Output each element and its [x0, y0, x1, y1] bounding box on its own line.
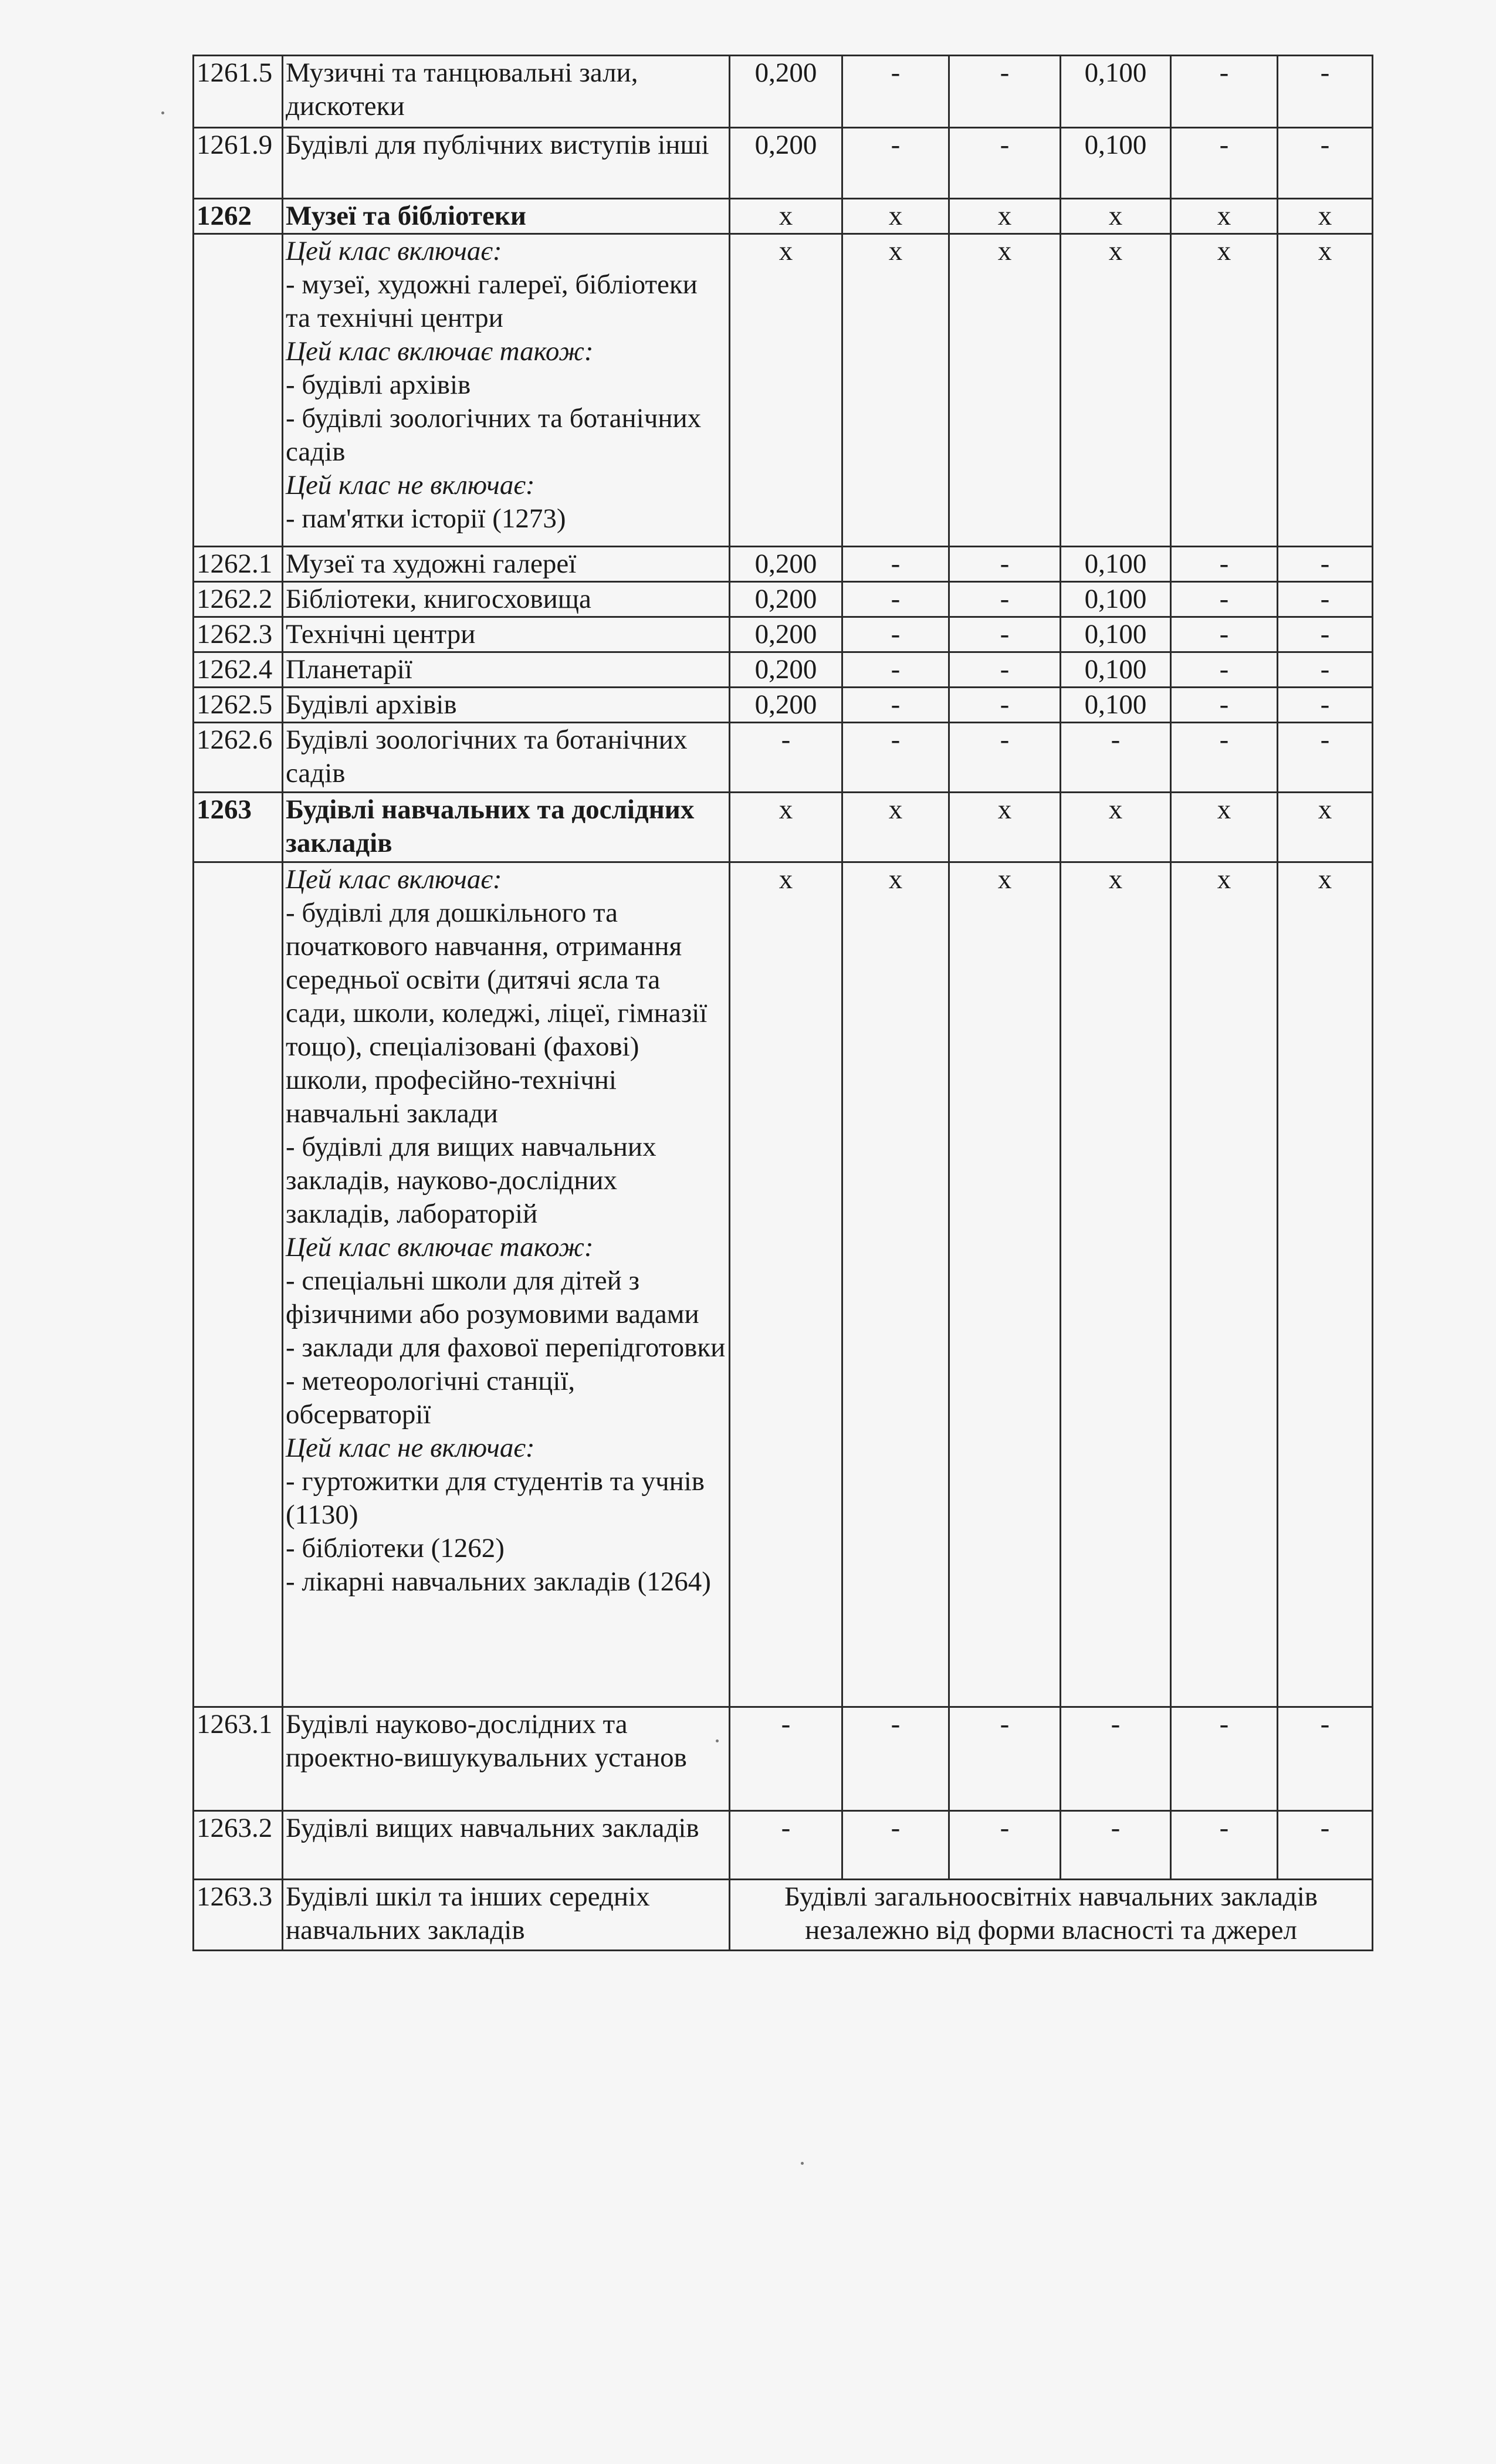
- value-cell: х: [730, 793, 842, 862]
- value-cell: х: [1171, 234, 1278, 547]
- value-cell: х: [730, 199, 842, 234]
- description-line: Цей клас включає також:: [286, 1232, 594, 1263]
- description-line: - лікарні навчальних закладів (1264): [286, 1566, 711, 1597]
- value-cell: -: [1278, 723, 1373, 793]
- description-line: - заклади для фахової перепідготовки: [286, 1332, 726, 1363]
- table-row: [194, 582, 1373, 617]
- row-code: 1262.6: [194, 723, 283, 793]
- value-cell: -: [842, 1811, 949, 1880]
- row-code: 1262.1: [194, 547, 283, 582]
- value-cell: 0,200: [730, 688, 842, 723]
- value-cell: -: [1171, 128, 1278, 199]
- value-cell: -: [1171, 688, 1278, 723]
- value-cell: -: [842, 688, 949, 723]
- scan-speck: [801, 2162, 804, 2165]
- description-line: Цей клас не включає:: [286, 1433, 535, 1463]
- value-cell: х: [949, 199, 1061, 234]
- description-line: - метеорологічні станції, обсерваторії: [286, 1366, 576, 1430]
- value-cell: -: [1171, 1707, 1278, 1811]
- value-cell: -: [842, 582, 949, 617]
- value-cell: х: [1171, 862, 1278, 1707]
- row-code-empty: [194, 862, 283, 1707]
- value-cell: -: [1278, 547, 1373, 582]
- description-line: - спеціальні школи для дітей з фізичними або розумовими вадами: [286, 1265, 699, 1329]
- classification-table: [192, 55, 1373, 1951]
- description-line: - гуртожитки для студентів та учнів (1130): [286, 1466, 705, 1530]
- table-row-class-header: [194, 793, 1373, 862]
- table-row: [194, 56, 1373, 128]
- value-cell: 0,100: [1061, 56, 1171, 128]
- value-cell: 0,200: [730, 617, 842, 652]
- value-cell: -: [949, 1707, 1061, 1811]
- value-cell: х: [842, 234, 949, 547]
- row-code: 1262: [194, 199, 283, 234]
- table-row: [194, 1811, 1373, 1880]
- value-cell: -: [949, 56, 1061, 128]
- row-name: Будівлі для публічних виступів інші: [283, 128, 730, 199]
- row-code: 1261.9: [194, 128, 283, 199]
- value-cell: -: [1171, 723, 1278, 793]
- row-name: Будівлі науково-дослідних та проектно-вишукувальних установ: [283, 1707, 730, 1811]
- value-cell: х: [1061, 793, 1171, 862]
- row-code: 1261.5: [194, 56, 283, 128]
- row-name: Бібліотеки, книгосховища: [283, 582, 730, 617]
- value-cell: -: [1061, 1811, 1171, 1880]
- description-line: - будівлі архівів: [286, 370, 471, 400]
- row-code: 1262.4: [194, 652, 283, 688]
- value-cell: х: [1278, 862, 1373, 1707]
- scan-speck: [161, 111, 164, 114]
- merged-note-cell: Будівлі загальноосвітніх навчальних закладів незалежно від форми власності та джерел: [730, 1880, 1373, 1951]
- value-cell: х: [842, 199, 949, 234]
- value-cell: х: [842, 793, 949, 862]
- description-line: Цей клас включає:: [286, 864, 502, 895]
- value-cell: 0,200: [730, 652, 842, 688]
- value-cell: -: [730, 723, 842, 793]
- row-code: 1263.3: [194, 1880, 283, 1951]
- value-cell: 0,100: [1061, 652, 1171, 688]
- description-line: - музеї, художні галереї, бібліотеки та технічні центри: [286, 269, 698, 333]
- value-cell: -: [1278, 1707, 1373, 1811]
- value-cell: -: [1278, 582, 1373, 617]
- row-name: Музеї та художні галереї: [283, 547, 730, 582]
- description-line: - пам'ятки історії (1273): [286, 503, 566, 534]
- value-cell: -: [1171, 1811, 1278, 1880]
- value-cell: х: [1061, 199, 1171, 234]
- value-cell: 0,200: [730, 56, 842, 128]
- value-cell: -: [1171, 617, 1278, 652]
- value-cell: х: [1061, 234, 1171, 547]
- description-line: - будівлі для вищих навчальних закладів, науково-дослідних закладів, лабораторій: [286, 1132, 656, 1229]
- value-cell: -: [949, 582, 1061, 617]
- value-cell: -: [842, 56, 949, 128]
- table-row-description: [194, 234, 1373, 547]
- description-line: - будівлі для дошкільного та початкового навчання, отримання середньої освіти (дитячі ясла та сади, школи, коледжі, ліцеї, гімназії тощо), спеціалізовані (фахові) школи, професійно-технічні навчальні заклади: [286, 898, 708, 1129]
- value-cell: -: [1278, 128, 1373, 199]
- value-cell: 0,100: [1061, 688, 1171, 723]
- value-cell: 0,100: [1061, 582, 1171, 617]
- table-row: [194, 723, 1373, 793]
- value-cell: х: [1278, 234, 1373, 547]
- value-cell: -: [842, 128, 949, 199]
- value-cell: 0,200: [730, 547, 842, 582]
- value-cell: -: [730, 1707, 842, 1811]
- value-cell: -: [1171, 547, 1278, 582]
- value-cell: -: [730, 1811, 842, 1880]
- value-cell: -: [949, 617, 1061, 652]
- table-row: [194, 688, 1373, 723]
- value-cell: -: [949, 688, 1061, 723]
- value-cell: -: [1061, 1707, 1171, 1811]
- value-cell: х: [949, 862, 1061, 1707]
- value-cell: -: [949, 1811, 1061, 1880]
- value-cell: х: [842, 862, 949, 1707]
- value-cell: -: [1278, 617, 1373, 652]
- value-cell: -: [842, 652, 949, 688]
- value-cell: -: [949, 652, 1061, 688]
- value-cell: -: [949, 128, 1061, 199]
- value-cell: -: [1171, 56, 1278, 128]
- table-row-description: [194, 862, 1373, 1707]
- table-row: [194, 1880, 1373, 1951]
- value-cell: х: [949, 234, 1061, 547]
- row-name: Будівлі навчальних та дослідних закладів: [283, 793, 730, 862]
- value-cell: х: [1061, 862, 1171, 1707]
- value-cell: -: [949, 547, 1061, 582]
- row-name: Будівлі шкіл та інших середніх навчальних закладів: [283, 1880, 730, 1951]
- row-name: Планетарії: [283, 652, 730, 688]
- value-cell: -: [1278, 652, 1373, 688]
- table-row: [194, 652, 1373, 688]
- row-name: Будівлі архівів: [283, 688, 730, 723]
- value-cell: 0,100: [1061, 547, 1171, 582]
- value-cell: -: [1171, 652, 1278, 688]
- value-cell: х: [1278, 793, 1373, 862]
- row-code: 1263.2: [194, 1811, 283, 1880]
- table-row: [194, 128, 1373, 199]
- value-cell: -: [842, 547, 949, 582]
- value-cell: -: [1278, 56, 1373, 128]
- table-row: [194, 1707, 1373, 1811]
- value-cell: х: [1171, 793, 1278, 862]
- row-name: Будівлі вищих навчальних закладів: [283, 1811, 730, 1880]
- scan-speck: [716, 1739, 719, 1742]
- class-description: [283, 234, 730, 547]
- value-cell: х: [730, 862, 842, 1707]
- row-name: Будівлі зоологічних та ботанічних садів: [283, 723, 730, 793]
- value-cell: х: [949, 793, 1061, 862]
- value-cell: 0,200: [730, 128, 842, 199]
- value-cell: -: [1061, 723, 1171, 793]
- value-cell: -: [842, 723, 949, 793]
- value-cell: х: [730, 234, 842, 547]
- value-cell: -: [1171, 582, 1278, 617]
- row-code: 1262.5: [194, 688, 283, 723]
- value-cell: х: [1171, 199, 1278, 234]
- class-description: [283, 862, 730, 1707]
- value-cell: 0,200: [730, 582, 842, 617]
- value-cell: -: [949, 723, 1061, 793]
- value-cell: -: [1278, 688, 1373, 723]
- value-cell: 0,100: [1061, 617, 1171, 652]
- row-code: 1263: [194, 793, 283, 862]
- value-cell: 0,100: [1061, 128, 1171, 199]
- value-cell: х: [1278, 199, 1373, 234]
- description-line: Цей клас включає також:: [286, 336, 594, 367]
- row-code: 1262.3: [194, 617, 283, 652]
- row-code: 1262.2: [194, 582, 283, 617]
- value-cell: -: [1278, 1811, 1373, 1880]
- table-row: [194, 617, 1373, 652]
- description-line: Цей клас не включає:: [286, 470, 535, 500]
- value-cell: -: [842, 617, 949, 652]
- description-line: - бібліотеки (1262): [286, 1533, 505, 1563]
- row-name: Музичні та танцювальні зали, дискотеки: [283, 56, 730, 128]
- row-name: Технічні центри: [283, 617, 730, 652]
- row-code: 1263.1: [194, 1707, 283, 1811]
- description-line: Цей клас включає:: [286, 236, 502, 266]
- value-cell: -: [842, 1707, 949, 1811]
- description-line: - будівлі зоологічних та ботанічних садів: [286, 403, 702, 467]
- row-code-empty: [194, 234, 283, 547]
- table-row: [194, 547, 1373, 582]
- table-row-class-header: [194, 199, 1373, 234]
- row-name: Музеї та бібліотеки: [283, 199, 730, 234]
